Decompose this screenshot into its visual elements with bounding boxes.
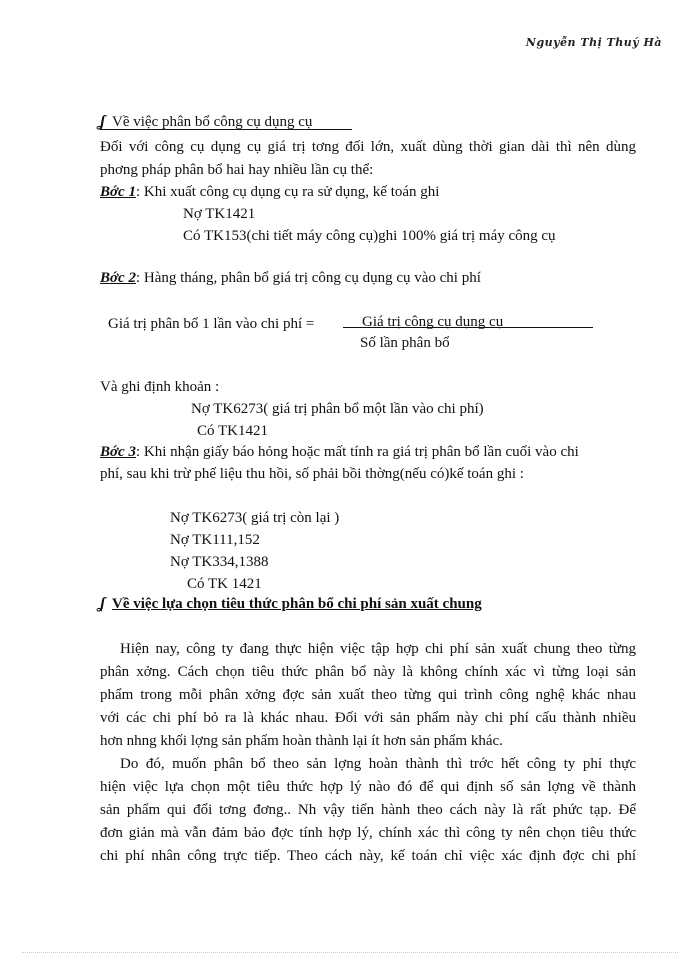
step3-label: Bớc 3 xyxy=(100,444,136,460)
step3-entry: Nợ TK334,1388 xyxy=(170,554,269,570)
step3-entry: Có TK 1421 xyxy=(187,576,262,592)
section1-heading-text: Về việc phân bổ công cụ dụng cụ xyxy=(112,114,313,130)
para2-line: chi phí nhân công trực tiếp. Theo cách này, kế toán chỉ việc xác định đợc chi phí xyxy=(100,848,636,864)
section-bullet-icon: ʆ xyxy=(100,595,106,612)
para2-line: hiện việc lựa chọn một tiêu thức hợp lý nào đó để qui định số sản lợng về thành xyxy=(100,779,636,795)
section-bullet-icon: ʆ xyxy=(100,113,106,130)
section2-heading-text: Về việc lựa chọn tiêu thức phân bổ chi phí sản xuất chung xyxy=(112,596,482,612)
entry-intro: Và ghi định khoản : xyxy=(100,379,220,395)
step3-entry: Nợ TK6273( giá trị còn lại ) xyxy=(170,510,340,526)
step1-label: Bớc 1 xyxy=(100,184,136,200)
header-author: Nguyễn Thị Thuý Hà xyxy=(525,36,662,49)
step2-label: Bớc 2 xyxy=(100,270,136,286)
formula-left: Giá trị phân bổ 1 lần vào chi phí = xyxy=(108,316,315,332)
section2-heading xyxy=(100,595,482,613)
step2-credit: Có TK1421 xyxy=(197,423,268,439)
para2-line: sản phẩm qui đổi tơng đơng.. Nh vậy tiến hành theo cách này là rất phức tạp. Để xyxy=(100,802,636,818)
step1-text: : Khi xuất công cụ dụng cụ ra sử dụng, kế toán ghi xyxy=(135,184,440,200)
step3-entry: Nợ TK111,152 xyxy=(170,532,260,548)
para1-line: với các chi phí bỏ ra là khác nhau. Đối với sản phẩm này chi phí cấu thành nhiều xyxy=(100,710,636,726)
formula-numerator: Giá trị công cụ dụng cụ xyxy=(362,314,504,330)
step2-debit: Nợ TK6273( giá trị phân bổ một lần vào chi phí) xyxy=(191,401,484,417)
para2-line: đơn giản mà vẫn đảm bảo đợc tính hợp lý, chính xác thì công ty nên chọn tiêu thức xyxy=(100,825,636,841)
para1-line: Hiện nay, công ty đang thực hiện việc tập hợp chi phí sản xuất chung theo từng xyxy=(120,641,636,657)
step3-line1 xyxy=(100,443,636,461)
formula-fraction-line xyxy=(343,327,593,328)
formula-denominator: Số lần phân bổ xyxy=(360,335,450,351)
step3-text-line2: phí, sau khi trừ phế liệu thu hồi, số phải bồi thờng(nếu có)kế toán ghi : xyxy=(100,466,524,482)
step3-text-line1: : Khi nhận giấy báo hỏng hoặc mất tính ra giá trị phân bổ lần cuối vào chi xyxy=(135,444,579,460)
page-bottom-border xyxy=(22,952,678,953)
step1-debit: Nợ TK1421 xyxy=(183,206,256,222)
step2-text: : Hàng tháng, phân bổ giá trị công cụ dụng cụ vào chi phí xyxy=(135,270,481,286)
para1-line: phân xởng. Cách chọn tiêu thức phân bổ này là không chính xác vì từng loại sản xyxy=(100,664,636,680)
step1-line xyxy=(100,183,439,201)
step1-credit: Có TK153(chi tiết máy công cụ)ghi 100% giá trị máy công cụ xyxy=(183,228,556,244)
section1-intro-line1: Đối với công cụ dụng cụ giá trị tơng đối lớn, xuất dùng thời gian dài thì nên dùng xyxy=(100,139,636,155)
step2-line xyxy=(100,269,481,287)
para2-line: Do đó, muốn phân bổ theo sản lợng hoàn thành thì trớc hết công ty phỉ thực xyxy=(120,756,636,772)
para1-line: hơn nhng khối lợng sản phẩm hoàn thành lại ít hơn sản phẩm khác. xyxy=(100,733,503,749)
para1-line: phẩm trong mỗi phân xởng đợc sản xuất theo từng qui trình công nghệ khác nhau xyxy=(100,687,636,703)
section1-intro-line2: phơng pháp phân bổ hai hay nhiều lần cụ thể: xyxy=(100,162,374,178)
section1-heading-underline xyxy=(100,129,352,130)
